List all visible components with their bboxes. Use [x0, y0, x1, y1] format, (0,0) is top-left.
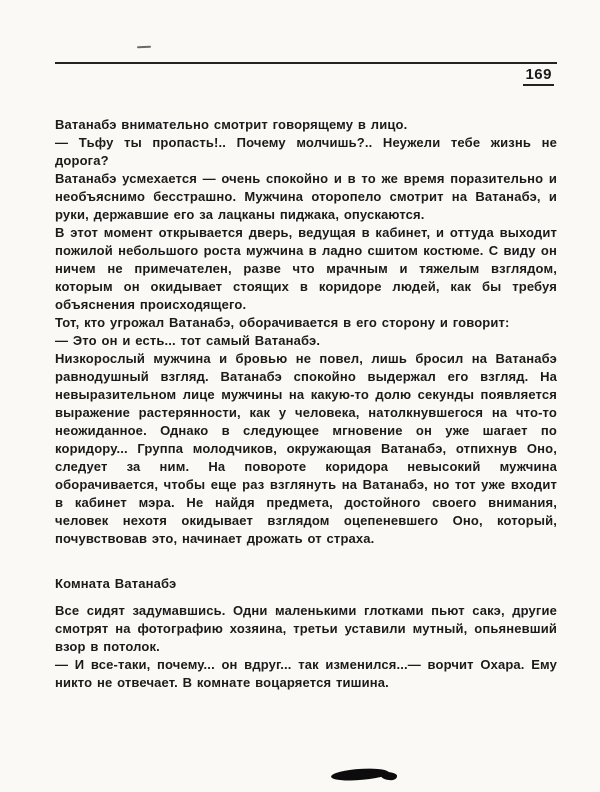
- paragraph-1: Ватанабэ внимательно смотрит говорящему в лицо.: [55, 117, 408, 132]
- paragraph-6-dialogue: — Это он и есть... тот самый Ватанабэ.: [55, 333, 321, 348]
- paragraph-7: Низкорослый мужчина и бровью не повел, лишь бросил на Ватанабэ равнодушный взгляд. Ватанабэ спокойно выдержал его взгляд. На невыразительном лице мужчины на какую-то долю секунды появляется выражение растерянности, как у человека, натолкнувшегося на что-то неожиданное. Однако в следующее мгновение он уже шагает по коридору... Группа молодчиков, окружающая Ватанабэ, отпихнув Оно, следует за ним. На повороте коридора невысокий мужчина оборачивается, чтобы еще раз взглянуть на Ватанабэ, но тот уже входит в кабинет мэра. Не найдя предмета, достойного своего внимания, человек нехотя окидывает взглядом оцепеневшего Оно, который, почувствовав это, начинает дрожать от страха.: [55, 351, 557, 546]
- scan-artifact-dash: [137, 46, 151, 48]
- paragraph-5: Тот, кто угрожал Ватанабэ, оборачивается в его сторону и говорит:: [55, 315, 510, 330]
- ink-blob-artifact: [331, 767, 401, 783]
- paragraph-2-dialogue: — Тьфу ты пропасть!.. Почему молчишь?.. Неужели тебе жизнь не дорога?: [55, 135, 557, 168]
- paragraph-9-dialogue: — И все-таки, почему... он вдруг... так изменился...— ворчит Охара. Ему никто не отвечает. В комнате воцаряется тишина.: [55, 657, 557, 690]
- paragraph-8: Все сидят задумавшись. Одни маленькими глотками пьют сакэ, другие смотрят на фотографию хозяина, третьи уставили мутный, опьяневший взор в потолок.: [55, 603, 557, 654]
- ink-blob-small: [381, 771, 398, 781]
- paragraph-4: В этот момент открывается дверь, ведущая в кабинет, и оттуда выходит пожилой небольшого роста мужчина в ладно сшитом костюме. С виду он ничем не примечателен, разве что мрачным и тяжелым взглядом, которым он окидывает стоящих в коридоре людей, как бы требуя объяснения происходящего.: [55, 225, 557, 312]
- scene-heading: Комната Ватанабэ: [55, 576, 177, 591]
- page-number: 169: [523, 66, 554, 86]
- paragraph-3: Ватанабэ усмехается — очень спокойно и в то же время поразительно и необъяснимо бесстрашно. Мужчина оторопело смотрит на Ватанабэ, и руки, державшие его за лацканы пиджака, опускаются.: [55, 171, 557, 222]
- header-rule: [55, 62, 557, 64]
- page-body: [55, 116, 557, 692]
